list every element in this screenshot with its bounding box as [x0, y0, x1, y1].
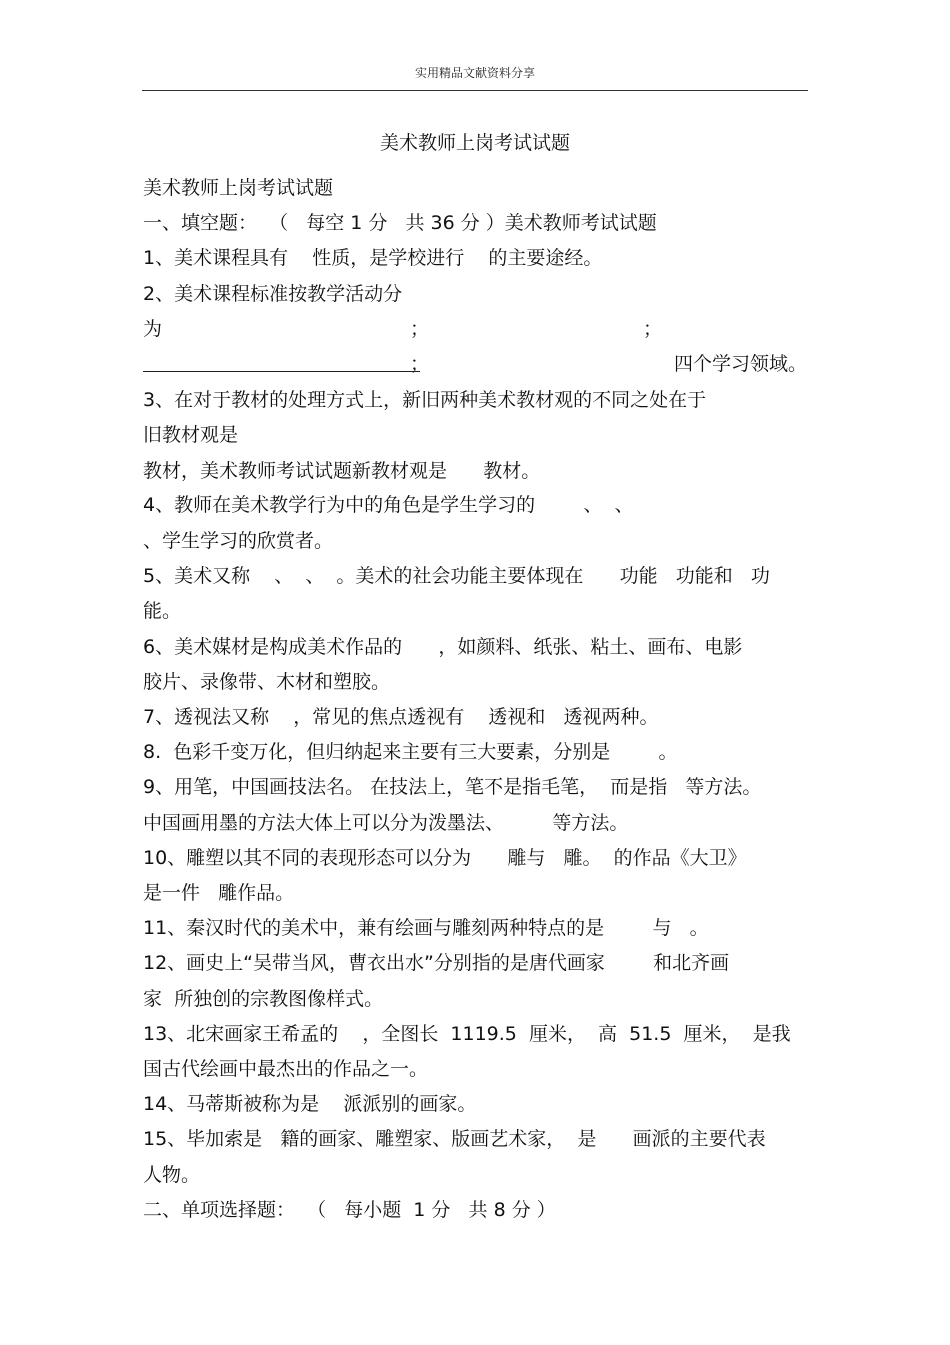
question-text: 6、美术媒材是构成美术作品的 ，如颜料、纸张、粘土、画布、电影: [143, 636, 743, 658]
question-text: 旧教材观是: [143, 424, 239, 446]
question-text: 能。: [143, 600, 182, 622]
blank-separator: ；: [643, 318, 663, 340]
question-text: 13、北宋画家王希孟的 ，全图长 1119.5 厘米， 高 51.5 厘米， 是我: [143, 1023, 791, 1045]
question-text: 2、美术课程标准按教学活动分: [143, 283, 403, 305]
question-text: 12、画史上“吴带当风，曹衣出水”分别指的是唐代画家 和北齐画: [143, 952, 730, 974]
header-divider: [142, 90, 808, 91]
question-text: 14、马蒂斯被称为是 派派别的画家。: [143, 1093, 477, 1115]
question-text: 1、美术课程具有 性质，是学校进行 的主要途经。: [143, 247, 603, 269]
section-heading-fill-blank: 一、填空题： （ 每空 1 分 共 36 分 ）美术教师考试试题: [143, 212, 657, 234]
question-text: 教材，美术教师考试试题新教材观是 教材。: [143, 460, 541, 482]
question-text: 4、教师在美术教学行为中的角色是学生学习的 、 、: [143, 494, 634, 516]
question-text: 9、用笔，中国画技法名。 在技法上，笔不是指毛笔， 而是指 等方法。: [143, 776, 762, 798]
section-heading: 美术教师上岗考试试题: [143, 177, 334, 199]
question-text: 5、美术又称 、 、 。美术的社会功能主要体现在 功能 功能和 功: [143, 565, 770, 587]
question-text: 10、雕塑以其不同的表现形态可以分为 雕与 雕。 的作品《大卫》: [143, 847, 747, 869]
question-text: 国古代绘画中最杰出的作品之一。: [143, 1058, 429, 1080]
question-text: 家 所独创的宗教图像样式。: [143, 988, 384, 1010]
blank-separator: ；: [410, 353, 430, 375]
answer-blank-line: [143, 371, 420, 372]
blank-separator: ；: [410, 318, 430, 340]
question-text: 为: [143, 318, 163, 340]
document-title: 美术教师上岗考试试题: [379, 132, 570, 154]
question-text: 3、在对于教材的处理方式上，新旧两种美术教材观的不同之处在于: [143, 389, 707, 411]
page-header: 实用精品文献资料分享: [414, 66, 535, 80]
question-text: 11、秦汉时代的美术中，兼有绘画与雕刻两种特点的是 与 。: [143, 917, 709, 939]
question-text: 、学生学习的欣赏者。: [143, 530, 334, 552]
question-text: 人物。: [143, 1164, 201, 1186]
question-text: 8. 色彩千变万化，但归纳起来主要有三大要素，分别是 。: [143, 741, 678, 763]
question-text: 7、透视法又称 ，常见的焦点透视有 透视和 透视两种。: [143, 706, 659, 728]
question-text: 四个学习领域。: [674, 353, 808, 375]
question-text: 15、毕加索是 籍的画家、雕塑家、版画艺术家， 是 画派的主要代表: [143, 1128, 766, 1150]
section-heading-multiple-choice: 二、单项选择题： （ 每小题 1 分 共 8 分 ）: [143, 1199, 556, 1221]
question-text: 是一件 雕作品。: [143, 882, 295, 904]
question-text: 胶片、录像带、木材和塑胶。: [143, 671, 391, 693]
question-text: 中国画用墨的方法大体上可以分为泼墨法、 等方法。: [143, 812, 629, 834]
